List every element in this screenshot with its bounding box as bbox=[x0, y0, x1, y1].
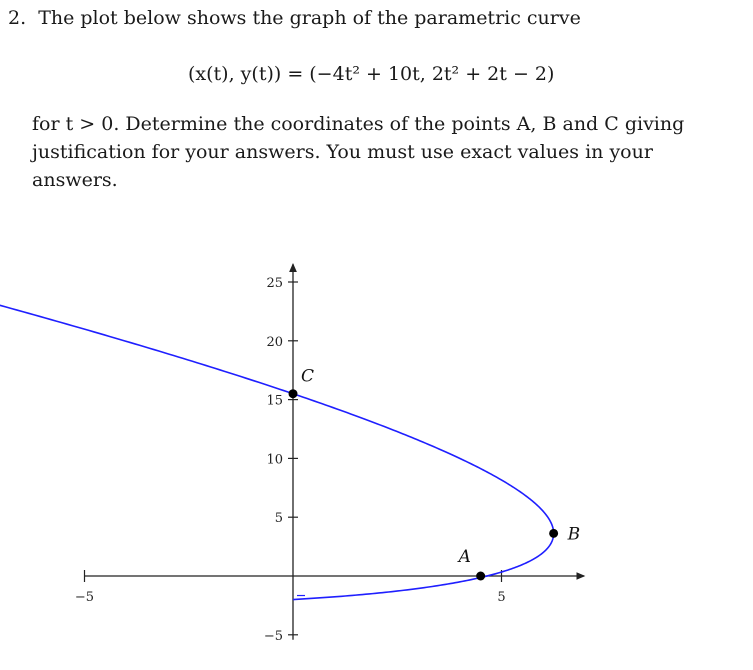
y-tick-label: 25 bbox=[266, 276, 283, 291]
y-tick-label: 10 bbox=[266, 452, 283, 468]
problem-intro: The plot below shows the graph of the parametric curve bbox=[38, 7, 581, 29]
y-tick-label: −5 bbox=[263, 628, 283, 644]
x-tick-label: −5 bbox=[74, 590, 95, 605]
point-label-c: C bbox=[301, 366, 315, 387]
axes bbox=[75, 264, 584, 644]
y-tick-label: 15 bbox=[266, 393, 283, 409]
point-label-a: A bbox=[458, 547, 471, 567]
parametric-curve bbox=[0, 175, 554, 600]
problem-number: 2. bbox=[8, 7, 27, 29]
y-tick-label: 20 bbox=[266, 334, 283, 350]
parametric-equation: (x(t), y(t)) = (−4t² + 10t, 2t² + 2t − 2) bbox=[188, 63, 555, 85]
points-layer bbox=[289, 367, 581, 581]
point-c bbox=[289, 389, 298, 398]
point-a bbox=[476, 572, 485, 581]
problem-line-3: justification for your answers. You must use exact values in your bbox=[32, 141, 653, 163]
y-tick-label: 5 bbox=[274, 511, 283, 527]
point-label-b: B bbox=[567, 524, 581, 545]
curve-layer bbox=[0, 175, 554, 600]
problem-line-2: for t > 0. Determine the coordinates of the points A, B and C giving bbox=[32, 113, 685, 135]
point-b bbox=[549, 529, 558, 538]
x-tick-label: 5 bbox=[497, 590, 506, 605]
problem-line-4: answers. bbox=[32, 169, 118, 191]
